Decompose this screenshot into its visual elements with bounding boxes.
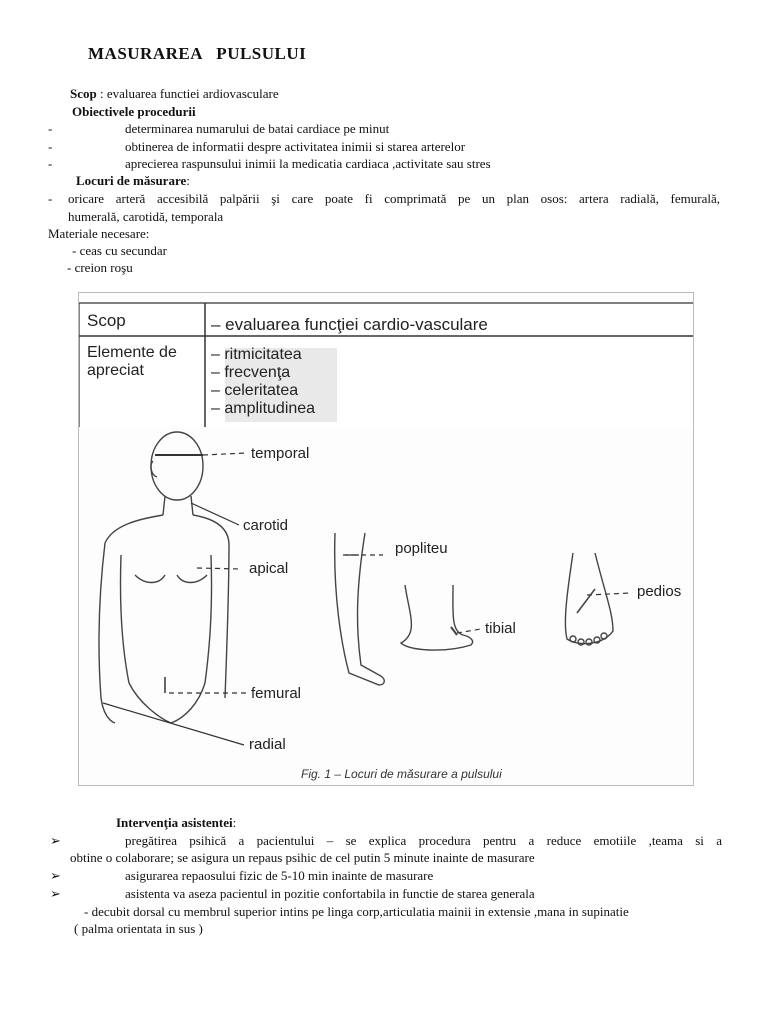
toe — [570, 636, 576, 642]
label-tibial: tibial — [485, 620, 516, 637]
label-popliteu: popliteu — [395, 540, 448, 557]
locuri-heading: Locuri de măsurare — [76, 173, 187, 188]
materiale-heading: Materiale necesare: — [48, 226, 150, 241]
locuri-colon: : — [186, 173, 190, 188]
figure-caption: Fig. 1 – Locuri de măsurare a pulsului — [301, 767, 502, 781]
locuri-heading-line — [76, 173, 190, 189]
leader-lines — [169, 453, 631, 693]
fig-element-item: – celeritatea — [211, 382, 299, 399]
hand-outline — [101, 698, 115, 723]
sub-item-line-2: ( palma orientata in sus ) — [74, 921, 203, 936]
label-femural: femural — [251, 685, 302, 702]
scop-line — [70, 86, 279, 102]
head-outline — [151, 432, 203, 500]
scop-text: : evaluarea functiei ardiovasculare — [96, 86, 279, 101]
toe — [601, 633, 607, 639]
label-radial: radial — [249, 736, 286, 753]
foot-outline — [565, 553, 613, 644]
interventia-heading: Intervenţia asistentei — [116, 815, 233, 830]
fig-elemente-label-1: Elemente de — [87, 344, 177, 361]
fig-elemente-label-2: apreciat — [87, 362, 144, 379]
fig-scop-text: – evaluarea funcţiei cardio-vasculare — [211, 315, 488, 334]
leader-apical — [197, 568, 241, 569]
objectives-heading: Obiectivele procedurii — [72, 104, 196, 119]
objective-item: obtinerea de informatii despre activitatea inimii si starea arterelor — [125, 139, 466, 154]
dash-marker: - — [48, 156, 53, 171]
materiale-item: - ceas cu secundar — [72, 243, 167, 258]
arrow-bullet-icon: ➢ — [50, 868, 61, 883]
chest-outline — [135, 575, 207, 583]
label-temporal: temporal — [251, 445, 310, 462]
interventia-colon: : — [232, 815, 237, 830]
torso-sides — [120, 555, 211, 683]
bullet-1-line-2: obtine o colaborare; se asigura un repaus psihic de cel putin 5 minute inainte de masurare — [70, 850, 535, 865]
arrow-bullet-icon: ➢ — [50, 886, 61, 901]
label-apical: apical — [249, 560, 289, 577]
locuri-text-line-1: oricare arteră accesibilă palpării şi care poate fi comprimată pe un plan osos: artera radială, femurală, — [68, 191, 720, 206]
radial-pointer — [103, 703, 244, 745]
scop-label: Scop — [70, 86, 97, 101]
bullet-1-line-1: pregătirea psihică a pacientului – se explica procedura pentru a reduce emotiile ,teama si a — [125, 833, 722, 848]
interventia-heading-line — [116, 815, 236, 831]
dash-marker: - — [48, 139, 53, 154]
fig-element-item: – frecvenţa — [211, 364, 291, 381]
leader-pedios — [587, 593, 631, 595]
objective-item: determinarea numarului de batai cardiace pe minut — [125, 121, 390, 136]
label-carotid: carotid — [243, 517, 289, 534]
ankle-outline — [401, 585, 473, 650]
pelvis-outline — [129, 683, 205, 723]
fig-element-item: – amplitudinea — [211, 400, 316, 417]
page-title: MASURAREA PULSULUI — [88, 44, 307, 63]
leg-outline — [335, 533, 385, 685]
figure-pulse-sites — [78, 292, 694, 786]
leader-tibial — [457, 629, 481, 633]
leg-figure — [335, 533, 385, 685]
leader-temporal — [203, 453, 247, 455]
torso-figure — [99, 432, 229, 723]
foot-figure — [565, 553, 613, 645]
arrow-bullet-icon: ➢ — [50, 833, 61, 848]
fig-scop-label: Scop — [87, 311, 126, 330]
shoulders-arms-outline — [99, 515, 229, 698]
fig-element-item: – ritmicitatea — [211, 346, 302, 363]
objective-item: aprecierea raspunsului inimii la medicatia cardiaca ,activitate sau stres — [125, 156, 491, 171]
dash-marker: - — [48, 191, 53, 206]
dash-marker: - — [48, 121, 53, 136]
label-pedios: pedios — [637, 583, 682, 600]
pedios-marker — [577, 589, 595, 613]
figure-drawing — [79, 293, 693, 785]
sub-item-line-1: - decubit dorsal cu membrul superior intins pe linga corp,articulatia mainii in extensie ,mana in supinatie — [84, 904, 629, 919]
locuri-text-line-2: humerală, carotidă, temporala — [68, 209, 224, 224]
bullet-2: asigurarea repaosului fizic de 5-10 min inainte de masurare — [125, 868, 434, 883]
materiale-item: - creion roşu — [67, 260, 133, 275]
ankle-figure — [401, 585, 473, 650]
neck-outline — [163, 496, 193, 515]
bullet-3: asistenta va aseza pacientul in pozitie confortabila in functie de starea generala — [125, 886, 535, 901]
